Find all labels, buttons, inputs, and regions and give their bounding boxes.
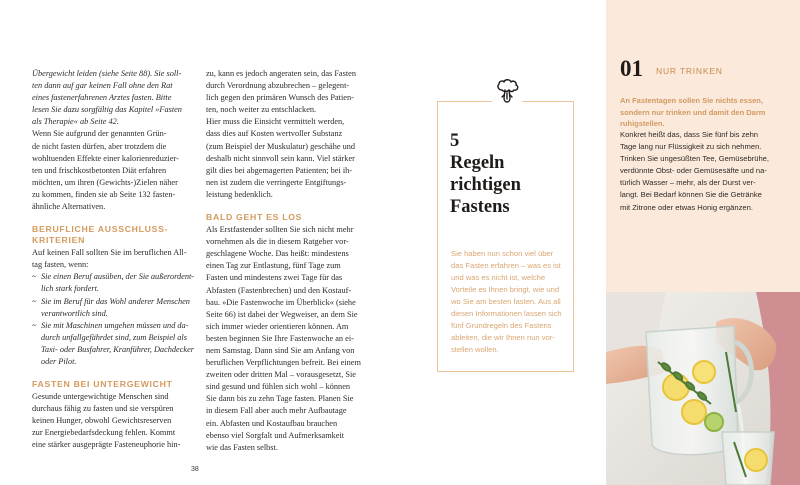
- broccoli-badge: [489, 74, 525, 110]
- list-item: [32, 320, 195, 368]
- text-line: Seite 66) ist dabei der Wegweiser, an dem Sie: [206, 309, 358, 319]
- text-line: ableiten, die wir Ihnen nun vor-: [451, 333, 555, 342]
- text-line: Hier muss die Einsicht vermittelt werden,: [206, 117, 345, 127]
- text-line: zur Energiebedarfsdeckung fehlen. Kommt: [32, 428, 176, 438]
- text-line: eine stärker ausgeprägte Fasteneuphorie hin-: [32, 440, 181, 450]
- heading-line: KRITERIEN: [32, 235, 86, 246]
- text-line: nem Samstag. Dann sind Sie am Anfang von: [206, 345, 355, 355]
- text-line: Trinken Sie ungesüßten Tee, Gemüsebrühe,: [620, 154, 770, 164]
- text-line: Sie im Beruf für das Wohl anderer Menschen: [41, 296, 190, 306]
- text-line: und was es nicht ist, welche: [451, 273, 546, 282]
- text-line: Wenn Sie aufgrund der genannten Grün-: [32, 129, 167, 139]
- text-line: verdünnte Obst- oder Gemüsesäfte und na-: [620, 166, 767, 176]
- tilde-bullet-icon: ~: [32, 320, 37, 330]
- exclusion-list: [32, 271, 195, 368]
- text-line: verantwortlich sind.: [41, 308, 108, 318]
- list-item: [32, 296, 195, 320]
- text-line: das Fasten erfahren – was es ist: [451, 261, 561, 270]
- tilde-bullet-icon: ~: [32, 272, 37, 282]
- text-line: (zum Beispiel der Muskulatur) geschähe und: [206, 141, 356, 151]
- title-line: Fastens: [450, 197, 510, 217]
- text-line: Übergewicht leiden (siehe Seite 88). Sie soll-: [32, 69, 182, 78]
- text-line: oder Pilot.: [41, 356, 77, 366]
- untergewicht-continued-paragraph: [206, 68, 364, 201]
- text-line: Auf keinen Fall sollten Sie im beruflichen All-: [32, 248, 187, 258]
- text-line: besten beginnen Sie Ihre Fastenwoche an ei-: [206, 333, 354, 343]
- glass-lemon: [745, 449, 767, 471]
- text-line: eines fastenerfahrenen Arztes fasten. Bitte: [32, 93, 172, 103]
- photo-illustration: [606, 292, 800, 485]
- text-line: ähnliche Alternativen.: [32, 202, 106, 212]
- text-line: stellen wollen.: [451, 345, 499, 354]
- title-line: richtigen: [450, 175, 521, 195]
- list-item: [32, 271, 195, 295]
- text-line: mit Zitrone oder etwas Honig ergänzen.: [620, 202, 753, 212]
- heading-fasten-bei-untergewicht: FASTEN BEI UNTERGEWICHT: [32, 379, 173, 390]
- text-line: tag fasten, wenn:: [32, 260, 89, 270]
- photo-pouring-water: [606, 292, 800, 485]
- heading-berufliche-ausschlusskriterien: [32, 224, 195, 246]
- text-line: wie das Fasten selbst.: [206, 442, 278, 452]
- text-line: ten, noch weiter zu entschlacken.: [206, 105, 317, 115]
- text-line: dass dies auf Kosten wertvoller Substanz: [206, 129, 343, 139]
- text-line: wo Sie am besten fasten. Aus all: [451, 297, 561, 306]
- text-line: ten und frischkostbetonten Diät erfahren: [32, 165, 167, 175]
- text-line: Sie dann bis zu zehn Tage fasten. Planen Sie: [206, 394, 354, 404]
- text-line: bau. »Die Fastenwoche im Überblick« (siehe: [206, 297, 356, 307]
- text-line: Vorteile es Ihnen bringt, wie und: [451, 285, 560, 294]
- title-line: Regeln: [450, 153, 505, 173]
- text-line: Sie einen Beruf ausüben, der Sie außerordent-: [41, 272, 195, 282]
- text-line: diesen Informationen lassen sich: [451, 309, 562, 318]
- text-line: wohltuenden Effekte einer kalorienreduzier-: [32, 153, 179, 163]
- bald-geht-es-los-paragraph: [206, 224, 364, 454]
- text-line: durchaus fähig zu fasten und sie verspüren: [32, 404, 174, 414]
- text-line: ten dann auf gar keinen Fall ohne den Rat: [32, 81, 173, 91]
- text-line: nen ist zudem die verringerte Entgiftungs-: [206, 177, 347, 187]
- text-line: Konkret heißt das, dass Sie fünf bis zehn: [620, 130, 759, 139]
- rules-title: [450, 130, 570, 218]
- text-line: Abfasten (Fastenbrechen) und den Kostauf-: [206, 285, 352, 295]
- text-line: zu kommen, finden sie ab Seite 132 fasten-: [32, 189, 176, 199]
- intro-italic-paragraph: [32, 68, 195, 128]
- heading-line: BERUFLICHE AUSSCHLUSS-: [32, 224, 169, 235]
- text-line: türlich Wasser – mehr, als der Durst ver-: [620, 178, 756, 188]
- text-line: Tage lang nur Flüssigkeit zu sich nehmen.: [620, 142, 762, 152]
- alternatives-paragraph: [32, 128, 195, 213]
- text-line: lich stark fordert.: [41, 284, 99, 294]
- broccoli-icon: [494, 78, 520, 106]
- text-line: ruhigstellen.: [620, 119, 665, 128]
- rule-body-text: [620, 129, 792, 214]
- text-line: gilt dies bei abgemagerten Patienten; bei ih-: [206, 165, 353, 175]
- text-line: vornehmen als die in diesem Ratgeber vor-: [206, 237, 349, 247]
- text-line: durch Verordnung abzubrechen – gelegent-: [206, 81, 350, 91]
- text-line: als Therapie« ab Seite 42.: [32, 117, 119, 127]
- text-line: Als Erstfastender sollten Sie sich nicht mehr: [206, 225, 354, 235]
- text-line: Gesunde untergewichtige Menschen sind: [32, 392, 169, 402]
- text-line: de nicht fasten dürfen, aber trotzdem die: [32, 141, 167, 151]
- text-line: keinen Hunger, obwohl Gewichtsreserven: [32, 416, 172, 426]
- text-line: langt. Bei Bedarf können Sie die Getränke: [620, 190, 762, 200]
- text-line: sondern nur trinken und damit den Darm: [620, 107, 766, 117]
- page-number: 38: [191, 466, 199, 473]
- text-line: fünf Grundregeln des Fastens: [451, 321, 552, 330]
- tilde-bullet-icon: ~: [32, 296, 37, 306]
- heading-bald-geht-es-los: BALD GEHT ES LOS: [206, 212, 303, 223]
- text-line: ebenso viel Sorgfalt und Aufmerksamkeit: [206, 430, 345, 440]
- left-column-2: [206, 68, 364, 454]
- text-line: An Fastentagen sollen Sie nichts essen,: [620, 96, 763, 105]
- text-line: deshalb nicht sinnvoll sein kann. Viel stärker: [206, 153, 355, 163]
- text-line: Taxi- oder Busfahrer, Kranführer, Dachdecker: [41, 344, 195, 354]
- text-line: zu, kann es jedoch angeraten sein, das Fasten: [206, 69, 356, 78]
- text-line: Sie haben nun schon viel über: [451, 249, 554, 258]
- text-line: möchten, um ihren (Gewichts-)Zielen näher: [32, 177, 178, 187]
- text-line: Fasten und mindestens zwei Tage für das: [206, 273, 343, 283]
- text-line: einen Tag zur Entlastung, fünf Tage zum: [206, 261, 341, 271]
- text-line: geschlagene Woche. Das heißt: mindestens: [206, 249, 349, 259]
- text-line: durch unfallgefährdet sind, zum Beispiel als: [41, 332, 187, 342]
- rule-lead-text: [620, 95, 792, 130]
- text-line: sich immer wieder orientieren können. Am: [206, 321, 349, 331]
- text-line: beruflichen Verpflichtungen befreit. Bei einem: [206, 358, 361, 368]
- rules-intro-text: [451, 248, 571, 356]
- text-line: in diesem Fall aber auch mehr Aufbautage: [206, 406, 347, 416]
- text-line: zweiten oder dritten Mal – vorausgesetzt, Sie: [206, 370, 356, 380]
- text-line: Sie mit Maschinen umgehen müssen und da-: [41, 320, 189, 330]
- text-line: sind gesund und fühlen sich wohl – können: [206, 382, 351, 392]
- text-line: lich gegen den primären Wunsch des Patien-: [206, 93, 354, 103]
- text-line: leistung bedenklich.: [206, 189, 273, 199]
- text-line: lesen Sie dazu sorgfältig das Kapitel »Fasten: [32, 105, 182, 115]
- rule-heading: NUR TRINKEN: [656, 66, 723, 76]
- rule-number: 01: [620, 56, 643, 81]
- left-column-1: [32, 68, 195, 452]
- title-line: 5: [450, 131, 460, 151]
- text-line: ein. Abfasten und Kostaufbau brauchen: [206, 418, 338, 428]
